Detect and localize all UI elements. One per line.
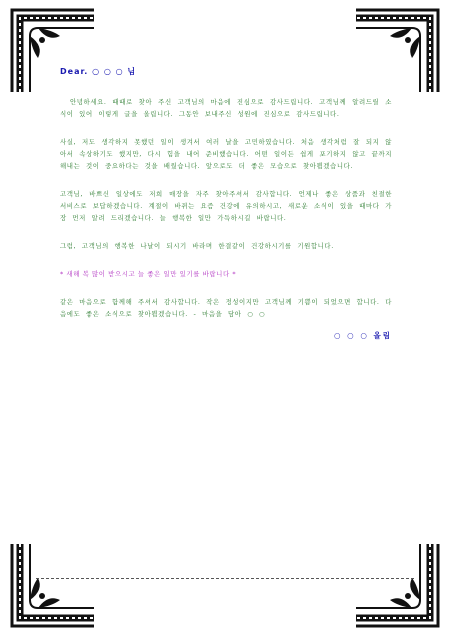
letter-closing-signature: ○ ○ ○ 올림: [334, 331, 392, 340]
highlight-note: * 새해 복 많이 받으시고 늘 좋은 일만 있기를 바랍니다 *: [60, 270, 237, 278]
letter-body: [60, 66, 392, 342]
letter-paragraph-final: 같은 마음으로 함께해 주셔서 감사합니다. 작은 정성이지만 고객님께 기쁨이 되었으면 합니다. 다음에도 좋은 소식으로 찾아뵙겠습니다. - 마음을 담아 ○ ○: [60, 298, 392, 318]
letter-paragraph-1: 안녕하세요. 때때로 찾아 주신 고객님의 마음에 진심으로 감사드립니다. 고객님께 알려드릴 소식이 있어 이렇게 글을 올립니다. 그동안 보내주신 성원에 진심으로 감사드립니다.: [60, 98, 392, 118]
letter-paragraph-2: 사실, 저도 생각하지 못했던 일이 생겨서 여러 날을 고민하였습니다. 처음 생각처럼 잘 되지 않아서 속상하기도 했지만, 다시 힘을 내어 준비했습니다. 어떤 일이든 쉽게 포기하지 않고 끝까지 해내는 것이 중요하다는 것을 배웠습니다. 앞으로도 더 좋은 모습으로 찾아뵙겠습니다.: [60, 138, 392, 170]
corner-ornament-bottom-left: [8, 544, 94, 630]
salutation: Dear. ○ ○ ○ 님: [60, 67, 137, 76]
footer-dashed-rule: [36, 578, 414, 579]
letter-paragraph-3: 고객님, 바쁘신 일상에도 저희 매장을 자주 찾아주셔서 감사합니다. 언제나 좋은 상품과 친절한 서비스로 보답하겠습니다. 계절이 바뀌는 요즘 건강에 유의하시고, 새로운 소식이 있을 때마다 가장 먼저 알려 드리겠습니다. 늘 행복한 일만 가득하시길 바랍니다.: [60, 190, 392, 222]
corner-ornament-bottom-right: [356, 544, 442, 630]
letter-paragraph-4: 그럼, 고객님의 행복한 나날이 되시기 바라며 한결같이 건강하시기를 기원합니다.: [60, 242, 334, 250]
